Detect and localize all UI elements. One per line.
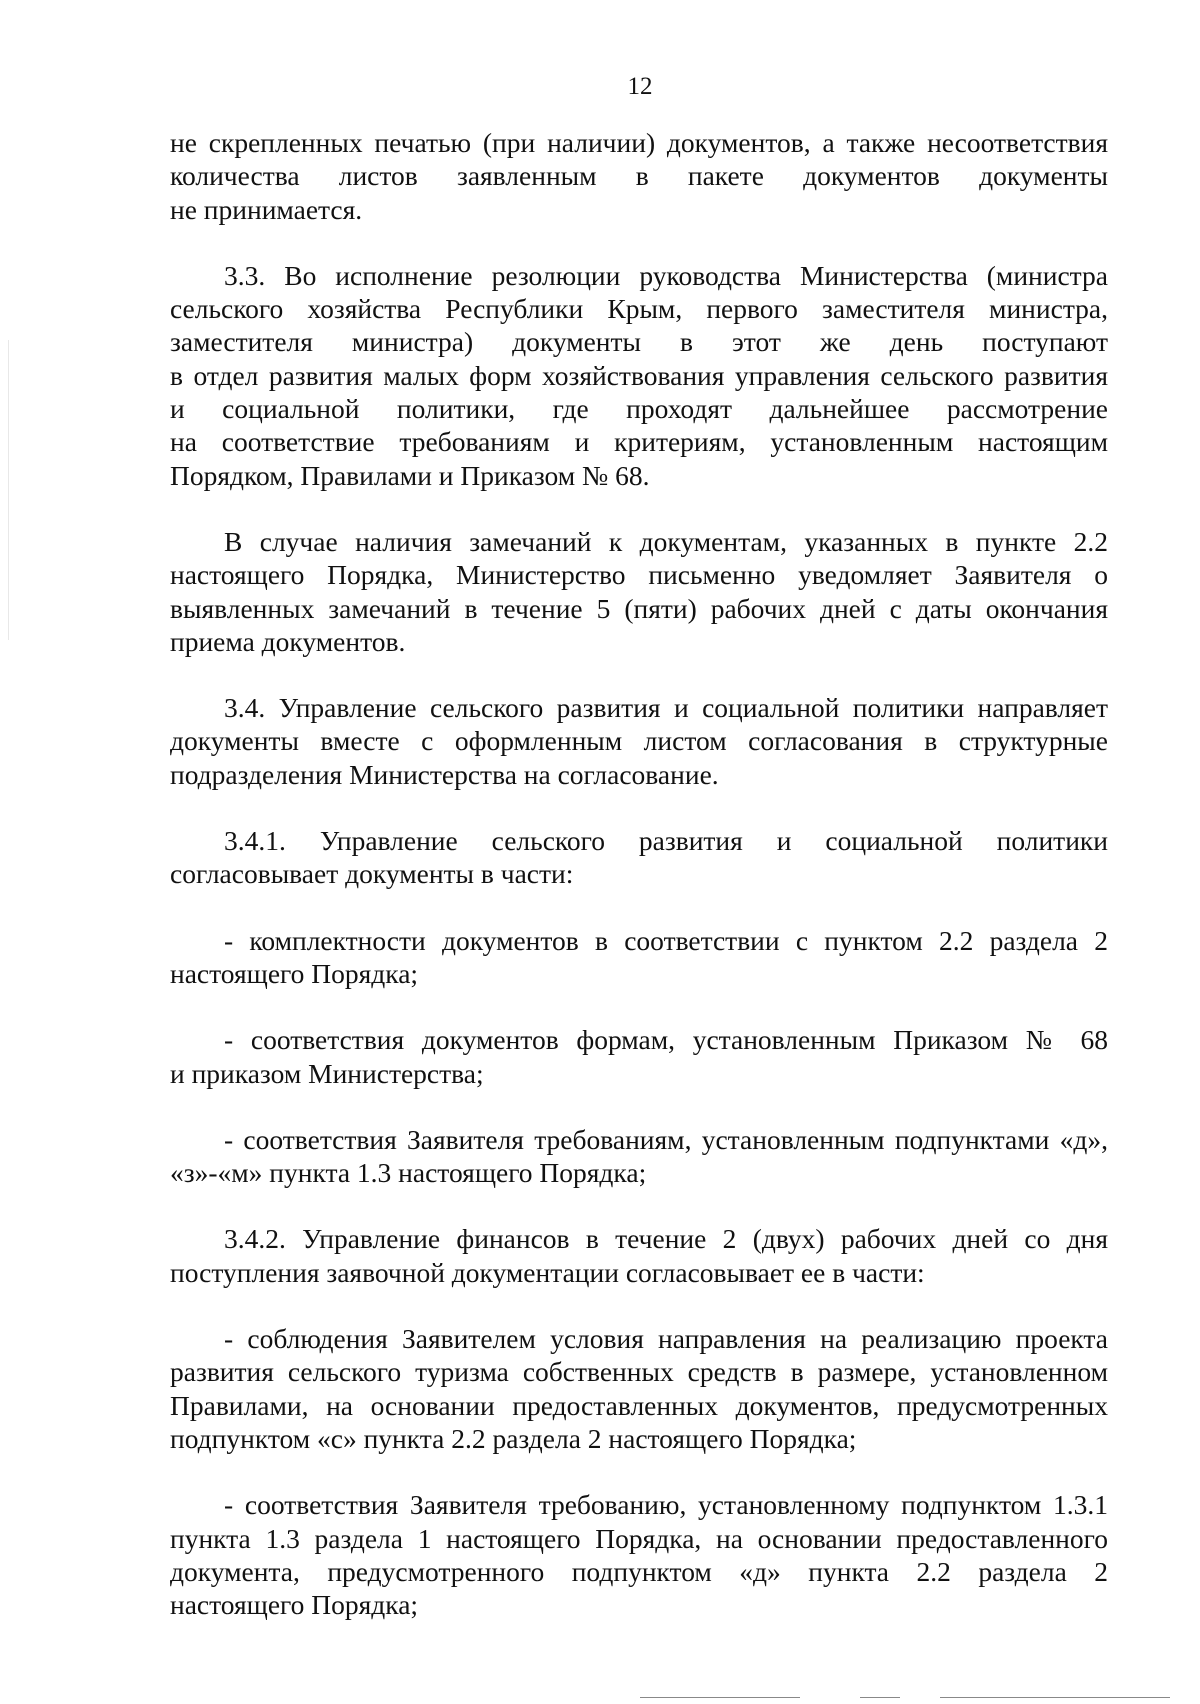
text-line: документа, предусмотренного подпунктом «д» пункта 2.2 раздела 2 [170, 1555, 1108, 1587]
text-line: Правилами, на основании предоставленных документов, предусмотренных [170, 1389, 1108, 1421]
list-item-requirement-1-3-1 [170, 1488, 1108, 1621]
text-line: настоящего Порядка; [170, 957, 419, 989]
text-line: не скрепленных печатью (при наличии) документов, а также несоответствия [170, 127, 1108, 158]
text-line: 3.4.1. Управление сельского развития и социальной политики [224, 825, 1108, 857]
list-item-requirements [170, 1123, 1108, 1190]
scan-margin-mark [8, 340, 9, 640]
paragraph-3-4-1 [170, 824, 1108, 891]
paragraph-3-4 [170, 691, 1108, 791]
text-line: приема документов. [170, 625, 406, 657]
text-line: - соответствия Заявителя требованиям, установленным подпунктами «д», [224, 1123, 1108, 1155]
text-line: настоящего Порядка; [170, 1589, 419, 1621]
text-line: - соответствия документов формам, установленным Приказом № 68 [224, 1024, 1108, 1056]
list-item-forms [170, 1023, 1108, 1090]
paragraph-continuation [170, 126, 1108, 226]
text-line: - соблюдения Заявителем условия направления на реализацию проекта [224, 1323, 1108, 1355]
scan-edge-line [940, 1697, 1170, 1698]
text-line: 3.3. Во исполнение резолюции руководства Министерства (министра [224, 259, 1108, 291]
text-line: документы вместе с оформленным листом согласования в структурные [170, 725, 1108, 757]
text-line: В случае наличия замечаний к документам, указанных в пункте 2.2 [224, 525, 1108, 557]
text-line: - соответствия Заявителя требованию, установленному подпунктом 1.3.1 [224, 1489, 1108, 1521]
paragraph-remarks [170, 525, 1108, 658]
text-line: подразделения Министерства на согласование. [170, 758, 719, 790]
text-line: пункта 1.3 раздела 1 настоящего Порядка, на основании предоставленного [170, 1522, 1108, 1554]
text-line: подпунктом «с» пункта 2.2 раздела 2 настоящего Порядка; [170, 1422, 857, 1454]
scan-edge-line [640, 1697, 800, 1698]
list-item-completeness [170, 924, 1108, 991]
scan-edge-line [860, 1697, 900, 1698]
text-line: заместителя министра) документы в этот же день поступают [170, 326, 1108, 358]
text-line: 3.4. Управление сельского развития и социальной политики направляет [224, 692, 1108, 724]
document-body [170, 126, 1108, 1621]
paragraph-3-4-2 [170, 1222, 1108, 1289]
text-line: «з»-«м» пункта 1.3 настоящего Порядка; [170, 1157, 647, 1189]
paragraph-3-3 [170, 259, 1108, 492]
text-line: развития сельского туризма собственных средств в размере, установленном [170, 1356, 1108, 1388]
text-line: Порядком, Правилами и Приказом № 68. [170, 459, 650, 491]
text-line: и социальной политики, где проходят дальнейшее рассмотрение [170, 393, 1108, 425]
text-line: 3.4.2. Управление финансов в течение 2 (двух) рабочих дней со дня [224, 1223, 1108, 1255]
text-line: настоящего Порядка, Министерство письменно уведомляет Заявителя о [170, 559, 1108, 591]
text-line: количества листов заявленным в пакете документов документы [170, 160, 1108, 192]
text-line: согласовывает документы в части: [170, 858, 574, 890]
page-number: 12 [627, 73, 653, 100]
text-line: поступления заявочной документации согласовывает ее в части: [170, 1256, 925, 1288]
text-line: - комплектности документов в соответствии с пунктом 2.2 раздела 2 [224, 924, 1108, 956]
list-item-own-funds [170, 1322, 1108, 1455]
text-line: и приказом Министерства; [170, 1057, 484, 1089]
text-line: на соответствие требованиям и критериям, установленным настоящим [170, 426, 1108, 458]
text-line: выявленных замечаний в течение 5 (пяти) рабочих дней с даты окончания [170, 592, 1108, 624]
text-line: не принимается. [170, 193, 363, 225]
text-line: сельского хозяйства Республики Крым, первого заместителя министра, [170, 293, 1108, 325]
text-line: в отдел развития малых форм хозяйствования управления сельского развития [170, 359, 1108, 391]
